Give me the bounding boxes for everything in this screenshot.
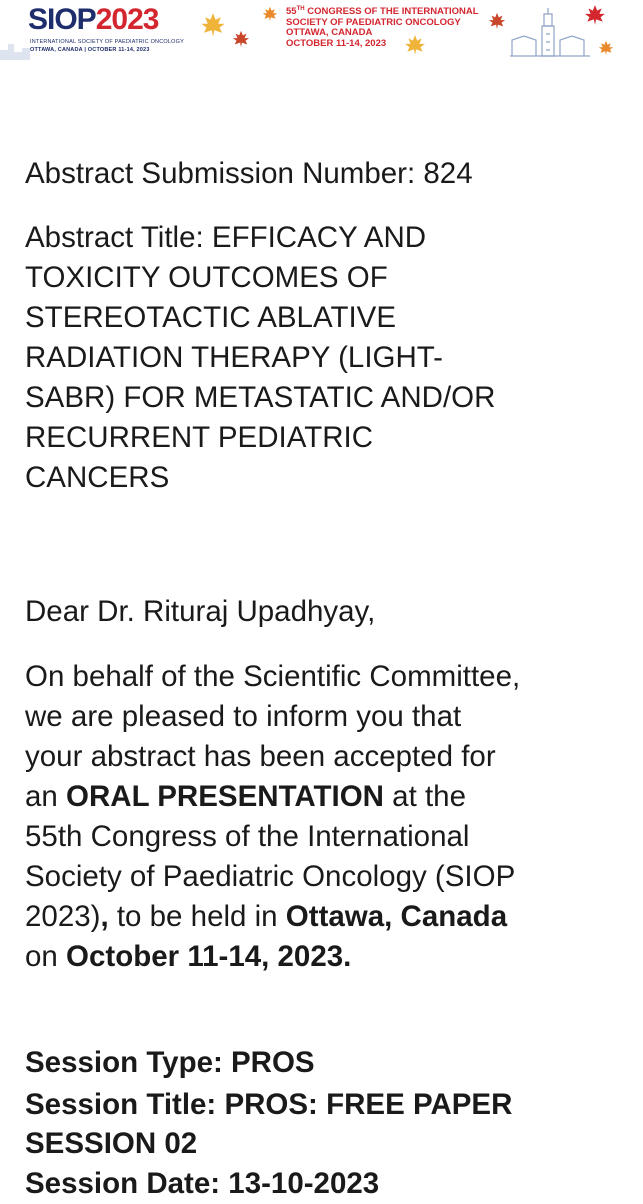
abstract-title-line: CANCERS <box>25 461 170 494</box>
logo-year: 2023 <box>95 3 159 36</box>
skyline-left-icon <box>0 40 90 60</box>
submission-number: Abstract Submission Number: 824 <box>25 157 473 190</box>
body-line: On behalf of the Scientific Committee, <box>25 660 521 693</box>
abstract-title-line: Abstract Title: EFFICACY AND <box>25 221 427 254</box>
body-line: 2023), to be held in Ottawa, Canada <box>25 900 508 933</box>
body-line: an ORAL PRESENTATION at the <box>25 780 466 813</box>
maple-leaf-icon <box>262 6 278 22</box>
logo-prefix: SIOP <box>28 3 96 36</box>
abstract-title-line: RADIATION THERAPY (LIGHT- <box>25 341 443 374</box>
body-line: your abstract has been accepted for <box>25 740 496 773</box>
session-type: Session Type: PROS <box>25 1046 315 1079</box>
abstract-title-line: TOXICITY OUTCOMES OF <box>25 261 388 294</box>
congress-title: 55TH CONGRESS OF THE INTERNATIONAL SOCIETY OF PAEDIATRIC ONCOLOGY OTTAWA, CANADA OCTOBER 11-14, 2023 <box>286 6 479 49</box>
session-date: Session Date: 13-10-2023 <box>25 1167 380 1200</box>
congress-dates: October 11-14, 2023. <box>66 940 352 973</box>
logo-dates: OTTAWA, CANADA | OCTOBER 11-14, 2023 <box>30 47 150 53</box>
abstract-title-line: RECURRENT PEDIATRIC <box>25 421 374 454</box>
body-line: Society of Paediatric Oncology (SIOP <box>25 860 516 893</box>
body-line: we are pleased to inform you that <box>25 700 462 733</box>
maple-leaf-icon <box>598 40 614 56</box>
maple-leaf-icon <box>232 30 250 48</box>
abstract-title-line: SABR) FOR METASTATIC AND/OR <box>25 381 496 414</box>
venue: Ottawa, Canada <box>285 900 508 933</box>
logo-subtitle: INTERNATIONAL SOCIETY OF PAEDIATRIC ONCOLOGY <box>30 39 184 45</box>
abstract-title-line: STEREOTACTIC ABLATIVE <box>25 301 397 334</box>
session-title: Session Title: PROS: FREE PAPER <box>25 1088 513 1121</box>
maple-leaf-icon <box>488 12 506 30</box>
salutation: Dear Dr. Rituraj Upadhyay, <box>25 595 376 628</box>
conference-banner <box>0 0 643 60</box>
body-line: 55th Congress of the International <box>25 820 470 853</box>
session-title-cont: SESSION 02 <box>25 1127 198 1160</box>
maple-leaf-icon <box>404 34 426 56</box>
parliament-skyline-icon <box>510 6 590 58</box>
body-line: on October 11-14, 2023. <box>25 940 352 973</box>
maple-leaf-icon <box>200 12 226 38</box>
presentation-type: ORAL PRESENTATION <box>66 780 384 813</box>
